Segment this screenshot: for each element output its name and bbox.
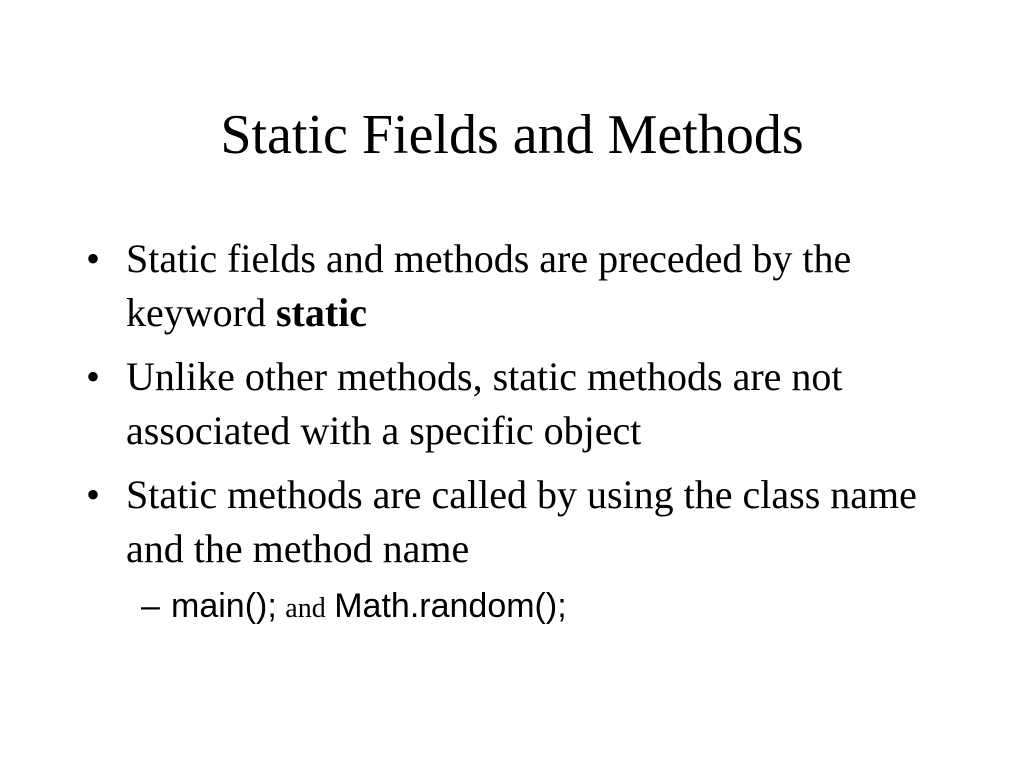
- sub-bullet-item: [141, 582, 946, 633]
- slide-title: Static Fields and Methods: [220, 104, 804, 166]
- bullet-text-content: Static fields and methods are preceded by the keyword: [126, 236, 852, 335]
- code-math-random: Math.random();: [334, 587, 567, 625]
- bullet-marker: •: [86, 472, 101, 517]
- bullet-list: [86, 232, 946, 633]
- bullet-item-2: [86, 350, 946, 458]
- bullet-item-1: [86, 232, 946, 340]
- connector-text: and: [285, 593, 326, 624]
- bullet-text: [126, 236, 851, 335]
- bullet-marker: •: [86, 236, 101, 281]
- bullet-text: Unlike other methods, static methods are not associated with a specific object: [126, 354, 843, 453]
- bullet-item-3: [86, 468, 946, 576]
- code-main: main();: [171, 587, 277, 625]
- keyword-static: static: [275, 290, 368, 335]
- bullet-text: Static methods are called by using the class name and the method name: [126, 472, 917, 571]
- sub-bullet-marker: –: [141, 587, 160, 625]
- bullet-marker: •: [86, 354, 101, 399]
